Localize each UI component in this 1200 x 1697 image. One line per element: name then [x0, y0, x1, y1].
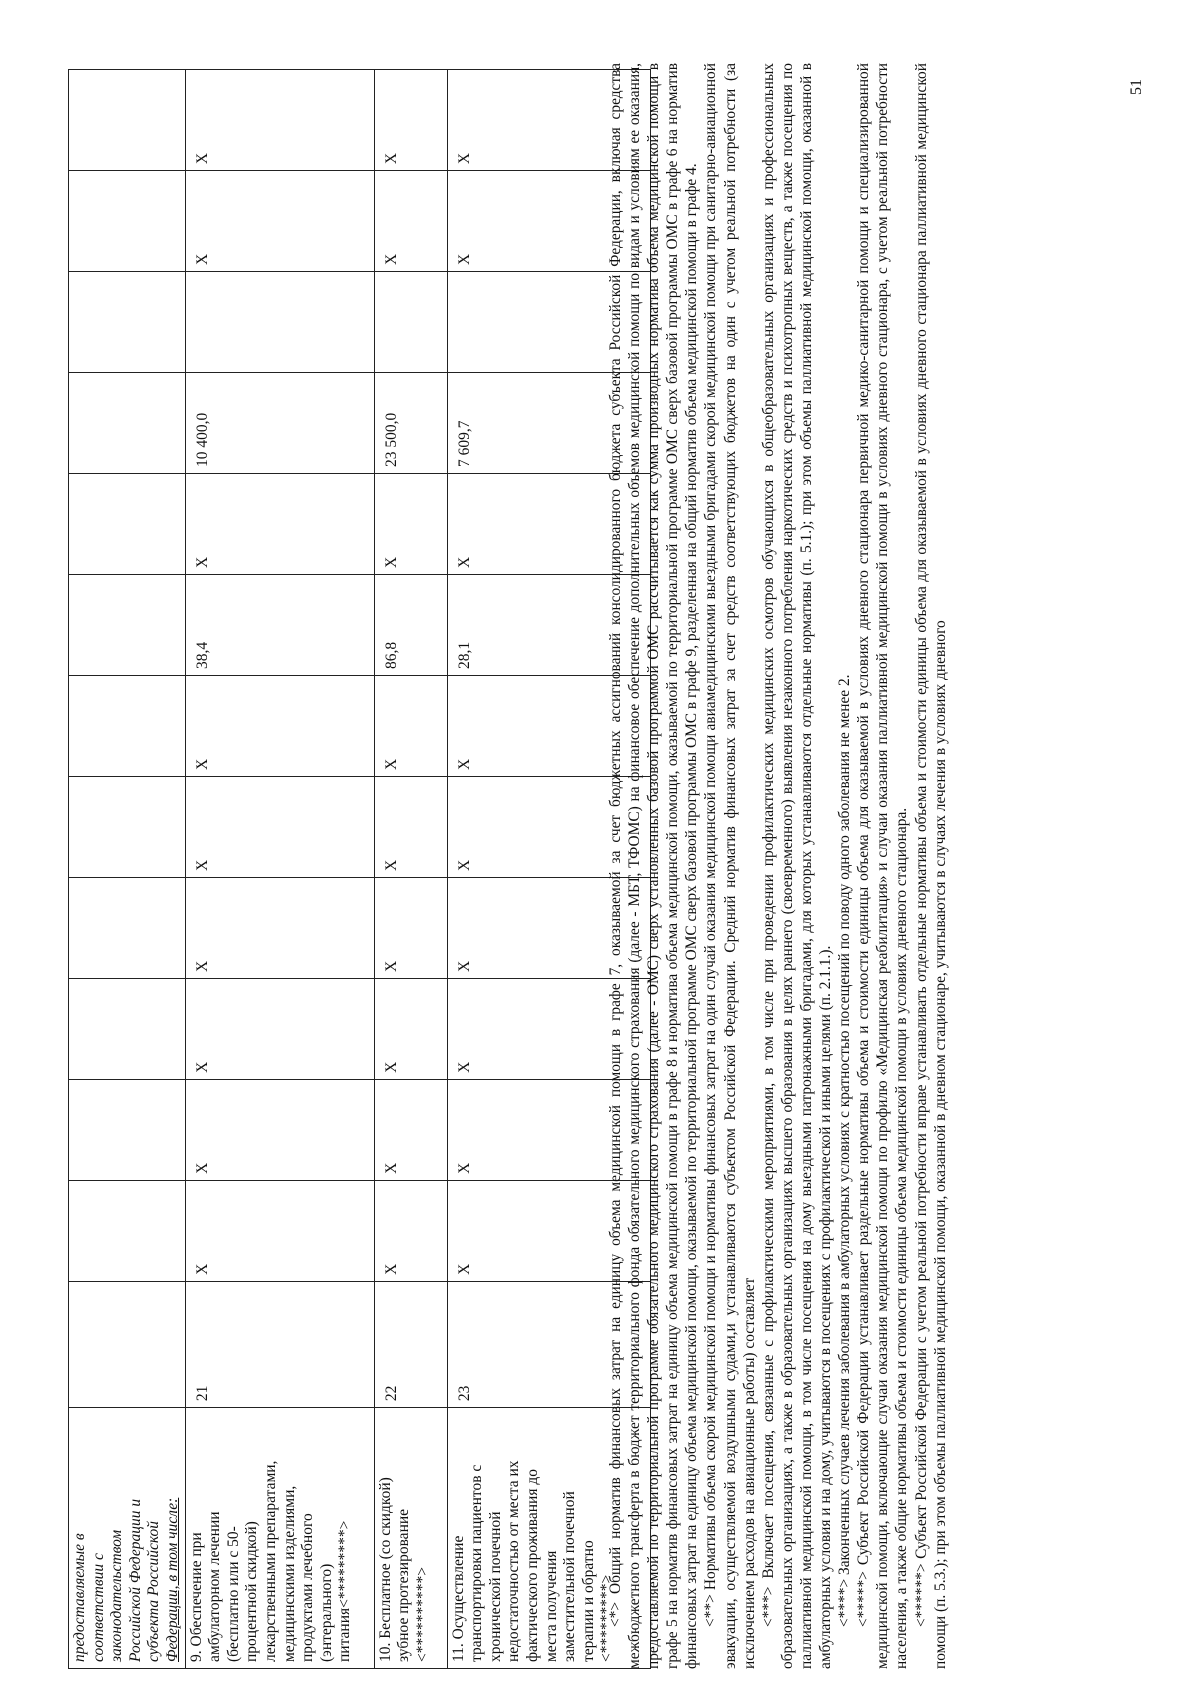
footnote-5: <*****> Субъект Российской Федерации устанавливает раздельные нормативы объема и стоимости единицы объема для оказываемой в условиях дневного стационара первичной медико-санитарной помощи и специализированной медицинской помощи, включающие случаи оказания медицинской помощи по профилю «Медицинская реабилитация» и случаи оказания паллиативной медицинской помощи в условиях дневного стационара, с учетом реальной потребности населения, а также общие нормативы объема и стоимости единицы объема медицинской помощи в условиях дневного стационара. — [855, 63, 911, 1669]
table-cell — [69, 70, 186, 171]
value-cell: X — [374, 1180, 447, 1281]
table-cell — [69, 877, 186, 978]
label-line: (энтерального) — [317, 1563, 335, 1662]
label-line: недостаточностью от места их — [505, 1460, 523, 1662]
value-cell: X — [374, 1079, 447, 1180]
value-cell: X — [374, 978, 447, 1079]
label-line: места получения — [542, 1550, 560, 1662]
value-cell: X — [185, 978, 374, 1079]
table-cell — [69, 575, 186, 676]
table-cell — [69, 1281, 186, 1407]
label-line: питания<*********> — [336, 1520, 354, 1662]
label-line: фактического проживания до — [523, 1469, 541, 1662]
label-line: амбулаторном лечении — [206, 1511, 224, 1662]
label-line: (бесплатно или с 50- — [224, 1526, 242, 1662]
table-cell — [69, 1180, 186, 1281]
value-cell: 23 500,0 — [374, 373, 447, 474]
value-cell: X — [374, 776, 447, 877]
value-cell: X — [185, 171, 374, 272]
value-cell: X — [447, 776, 650, 877]
row-label-cell — [69, 1408, 186, 1669]
value-cell: X — [374, 70, 447, 171]
value-cell: X — [447, 474, 650, 575]
label-line: <*********> — [598, 1574, 616, 1662]
table-row-header-continuation — [69, 70, 186, 1669]
value-cell: X — [447, 877, 650, 978]
row-number-cell: 22 — [374, 1281, 447, 1407]
footnote-6: <******> Субъект Российской Федерации с учетом реальной потребности вправе устанавливать отдельные нормативы объема и стоимости единицы объема для оказываемой в условиях дневного стационара паллиативной медицинской помощи (п. 5.3.); при этом объемы паллиативной медицинской помощи, оказанной в дневном стационаре, учитываются в случаях лечения в условиях дневного — [912, 63, 949, 1669]
label-line: терапии и обратно — [579, 1540, 597, 1662]
value-cell: 38,4 — [185, 575, 374, 676]
table-cell — [69, 171, 186, 272]
value-cell: X — [185, 877, 374, 978]
label-line: предоставляемые в — [71, 1533, 88, 1662]
label-line: 10. Бесплатное (со скидкой) — [376, 1477, 394, 1662]
value-cell: X — [447, 978, 650, 1079]
rotated-page — [8, 45, 1168, 1685]
table-cell — [69, 978, 186, 1079]
label-line: транспортировки пациентов с — [468, 1464, 486, 1662]
value-cell: X — [447, 1079, 650, 1180]
label-line: заместительной почечной — [561, 1491, 579, 1662]
row-number-cell: 23 — [447, 1281, 650, 1407]
value-cell: X — [374, 171, 447, 272]
label-line: <**********> — [413, 1567, 431, 1662]
value-cell: X — [185, 1079, 374, 1180]
table-cell — [69, 272, 186, 373]
table-cell — [69, 373, 186, 474]
label-line: процентной скидкой) — [243, 1521, 261, 1662]
table-cell — [69, 474, 186, 575]
table-cell — [69, 1079, 186, 1180]
label-line: хронической почечной — [486, 1511, 504, 1662]
label-line: субъекта Российской — [145, 1521, 163, 1662]
label-line: лекарственными препаратами, — [261, 1460, 279, 1662]
value-cell: 7 609,7 — [447, 373, 650, 474]
value-cell — [374, 272, 447, 373]
table-cell — [69, 776, 186, 877]
row-label-cell — [185, 1408, 374, 1669]
value-cell: X — [374, 675, 447, 776]
label-line: продуктами лечебного — [299, 1513, 317, 1662]
norms-table — [68, 69, 651, 1669]
label-line: соответствии с — [89, 1553, 107, 1662]
value-cell: 86,8 — [374, 575, 447, 676]
label-line: медицинскими изделиями, — [280, 1485, 298, 1662]
label-line: Российской Федерации и — [126, 1498, 144, 1662]
value-cell: 10 400,0 — [185, 373, 374, 474]
value-cell: X — [185, 776, 374, 877]
value-cell: X — [447, 171, 650, 272]
value-cell: X — [374, 877, 447, 978]
page-number: 51 — [1128, 79, 1145, 95]
value-cell: X — [185, 1180, 374, 1281]
row-label-cell — [374, 1408, 447, 1669]
label-line: зубное протезирование — [395, 1508, 413, 1662]
value-cell: 28,1 — [447, 575, 650, 676]
footnote-4: <****> Законченных случаев лечения заболевания в амбулаторных условиях с кратностью посещений по поводу одного заболевания не менее 2. — [836, 674, 854, 1627]
value-cell: X — [447, 1180, 650, 1281]
value-cell: X — [185, 474, 374, 575]
value-cell: X — [185, 675, 374, 776]
label-line: 11. Осуществление — [449, 1535, 467, 1662]
value-cell: X — [185, 70, 374, 171]
table-row — [374, 70, 447, 1669]
table-cell — [69, 675, 186, 776]
row-number-cell: 21 — [185, 1281, 374, 1407]
footnotes — [606, 63, 950, 1669]
value-cell: X — [374, 474, 447, 575]
value-cell: X — [447, 675, 650, 776]
footnote-1: <*> Общий норматив финансовых затрат на единицу объема медицинской помощи в графе 7, оказываемой за счет бюджетных ассигнований консолидированного бюджета субъекта Российской Федерации, включая средства межбюджетного трансферта в бюджет территориального фонда обязательного медицинского страхования (далее - МБТ, ТФОМС) на финансовое обеспечение дополнительных объемов медицинской помощи по видам и условиям ее оказания, предоставляемой по территориальной программе обязательного медицинского страхования (далее - ОМС) сверх установленных базовой программой ОМС рассчитывается как сумма производных норматива объема медицинской помощи в графе 5 на норматив финансовых затрат на единицу объема медицинской помощи в графе 8 и норматива объема медицинской помощи, оказываемой по территориальной программе ОМС сверх базовой программы ОМС в графе 6 на норматив финансовых затрат на единицу объема медицинской помощи, оказываемой по территориальной программе ОМС сверх базовой программы ОМС в графе 9, разделенная на общий норматив объема медицинской помощи в графе 4. — [607, 63, 701, 1669]
label-line: законодательством — [108, 1529, 126, 1662]
value-cell — [185, 272, 374, 373]
footnote-2: <**> Нормативы объема скорой медицинской помощи и нормативы финансовых затрат на один случай оказания медицинской помощи авиамедицинскими выездными бригадами скорой медицинской помощи при санитарно-авиационной эвакуации, осуществляемой воздушными судами,и устанавливаются субъектом Российской Федерации. Средний норматив финансовых затрат за счет средств соответствующих бюджетов на один с учетом реальной потребности (за исключением расходов на авиационные работы) составляет — [702, 63, 758, 1669]
table-row — [185, 70, 374, 1669]
label-line: 9. Обеспечение при — [187, 1532, 205, 1662]
footnote-3: <***> Включает посещения, связанные с профилактическими мероприятиями, в том числе при проведении профилактических медицинских осмотров обучающихся в общеобразовательных организациях и профессиональных образовательных организациях, а также в образовательных организациях высшего образования в целях раннего (своевременного) выявления незаконного потребления наркотических средств и психотропных веществ, а также посещения по паллиативной медицинской помощи, в том числе посещения на дому выездными патронажными бригадами, для которых устанавливаются отдельные нормативы (п. 5.1.); при этом объемы паллиативной медицинской помощи, оказанной в амбулаторных условия и на дому, учитываются в посещениях с профилактической и иными целями (п. 2.1.1.). — [759, 63, 835, 1669]
value-cell: X — [447, 70, 650, 171]
label-line: Федерации, в том числе: — [163, 1497, 181, 1662]
